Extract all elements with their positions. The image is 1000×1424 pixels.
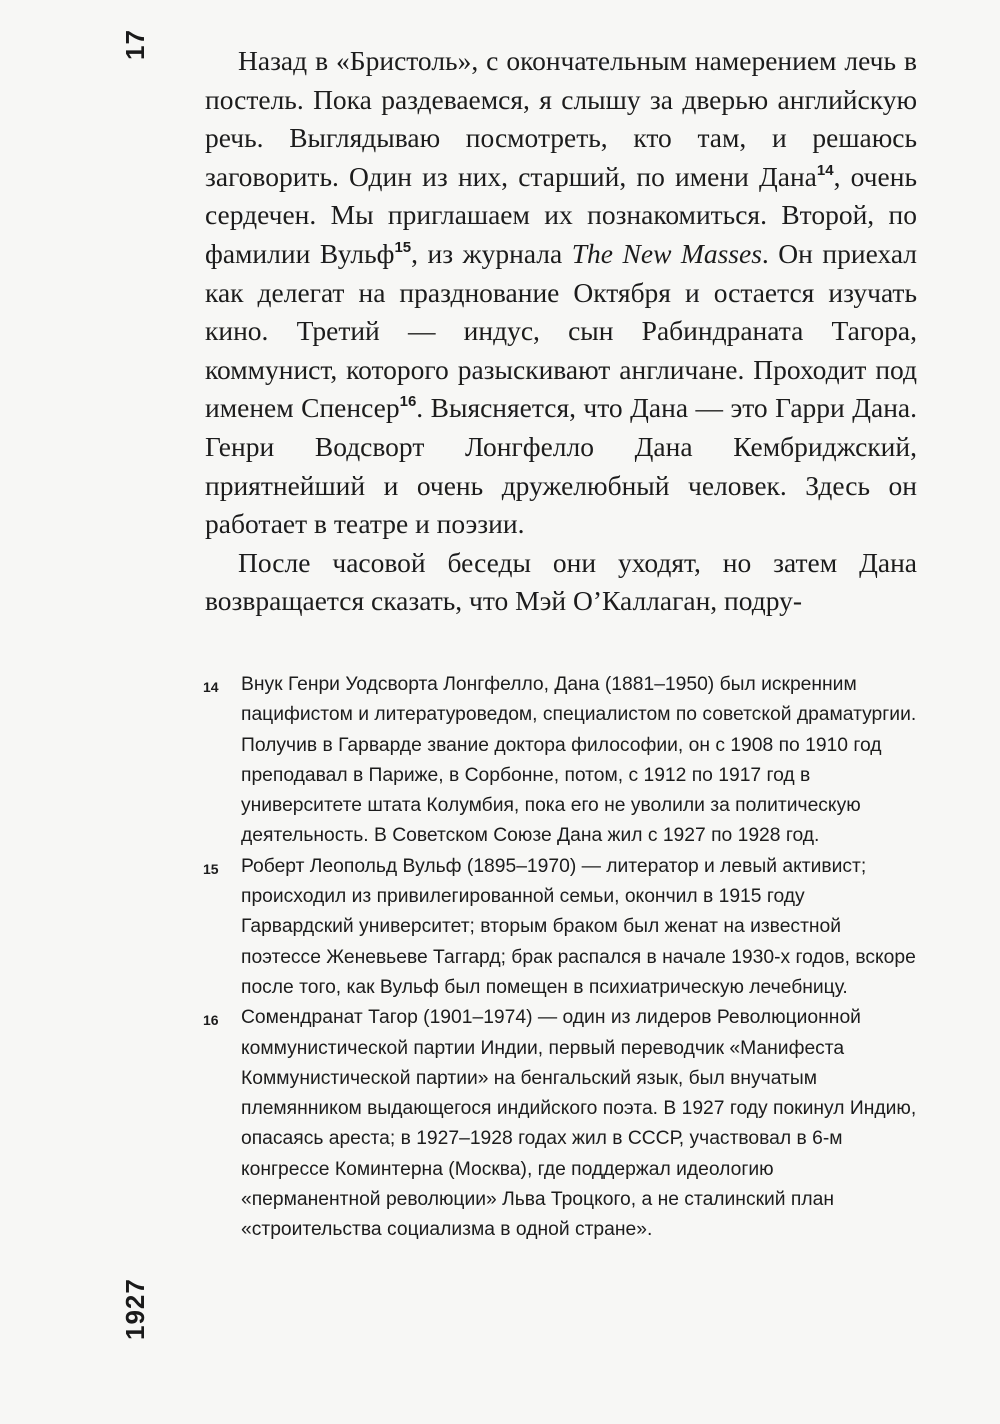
footnote-14	[203, 670, 917, 852]
text-fragment: . Он приехал как делегат на празднование Октября и остается изучать кино. Третий — индус, сын Рабиндраната Тагора, коммунист, которого разыскивают англичане. Проходит под именем Спенсер	[205, 237, 917, 424]
text-fragment: Назад в «Бристоль», с окончательным намерением лечь в постель. Пока раздеваемся, я слышу за дверью английскую речь. Выглядываю посмотреть, кто там, и решаюсь заговорить. Один из них, старший, по имени Дана	[205, 45, 917, 192]
footnote-15	[203, 852, 917, 1003]
text-fragment: , очень сердечен. Мы приглашаем их познакомиться. Второй, по фамилии Вульф	[205, 160, 917, 269]
main-paragraph: После часовой беседы они уходят, но затем Дана возвращается сказать, что Мэй О’Каллаган, подру-	[205, 546, 917, 617]
footnote-16	[203, 1003, 917, 1245]
footnotes	[203, 670, 917, 1246]
footnote-ref-14[interactable]: 14	[816, 161, 834, 179]
footnote-number: 16	[203, 1012, 219, 1029]
main-text	[205, 42, 917, 621]
footnote-text: Внук Генри Уодсворта Лонгфелло, Дана (1881–1950) был искренним пацифистом и литературоведом, специалистом по советской драматургии. Получив в Гарварде звание доктора философии, он с 1908 по 1910 год преподавал в Париже, в Сорбонне, потом, с 1912 по 1917 год в университете штата Колумбия, пока его не уволили за политическую деятельность. В Советском Союзе Дана жил с 1927 по 1928 год.	[241, 674, 917, 847]
page-number: 17	[120, 29, 150, 60]
footnote-text: Роберт Леопольд Вульф (1895–1970) — литератор и левый активист; происходил из привилегированной семьи, окончил в 1915 году Гарвардский университет; вторым браком был женат на известной поэтессе Женевьеве Таггард; брак распался в начале 1930-х годов, вскоре после того, как Вульф был помещен в психиатрическую лечебницу.	[241, 855, 916, 998]
footnote-ref-15[interactable]: 15	[394, 238, 412, 256]
running-head-year: 1927	[120, 1278, 150, 1340]
text-fragment: . Выясняется, что Дана — это Гарри Дана. Генри Водсворт Лонгфелло Дана Кембриджский, приятнейший и очень дружелюбный человек. Здесь он работает в театре и поэзии.	[205, 392, 917, 540]
text-fragment: , из журнала	[411, 237, 572, 269]
journal-title: The New Masses	[571, 237, 762, 269]
footnote-ref-16[interactable]: 16	[399, 393, 417, 411]
main-paragraph	[205, 42, 917, 544]
footnote-number: 14	[203, 679, 219, 695]
footnote-number: 15	[203, 860, 219, 877]
footnote-text: Сомендранат Тагор (1901–1974) — один из лидеров Революционной коммунистической партии Индии, первый переводчик «Манифеста Коммунистической партии» на бенгальский язык, был внучатым племянником выдающегося индийского поэта. В 1927 году покинул Индию, опасаясь ареста; в 1927–1928 годах жил в СССР, участвовал в 6-м конгрессе Коминтерна (Москва), где поддержал идеологию «перманентной революции» Льва Троцкого, а не сталинский план «строительства социализма в одной стране».	[241, 1007, 917, 1241]
